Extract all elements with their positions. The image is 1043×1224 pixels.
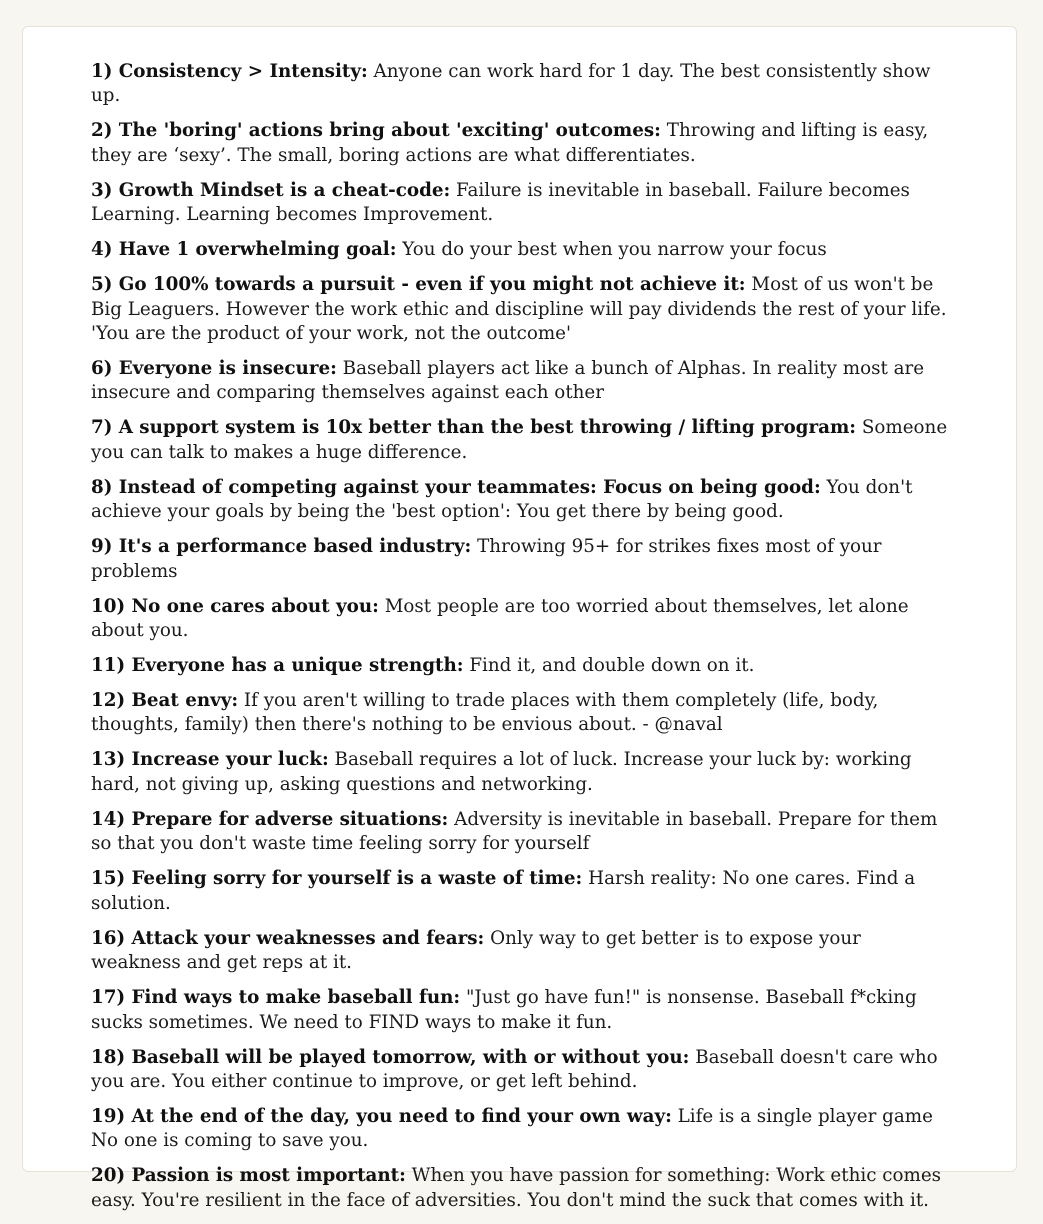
lesson-body: Baseball requires a lot of luck. Increase your luck by: working hard, not giving up, asking questions and networking. — [91, 749, 912, 795]
lesson-title: 7) A support system is 10x better than the best throwing / lifting program: — [91, 417, 857, 439]
lesson-item — [91, 1164, 956, 1213]
lesson-item — [91, 535, 956, 584]
lesson-item — [91, 748, 956, 797]
lesson-body: You don't achieve your goals by being the 'best option': You get there by being good. — [91, 476, 913, 523]
lesson-title: 11) Everyone has a unique strength: — [91, 655, 464, 677]
lesson-body: You do your best when you narrow your focus — [396, 239, 827, 261]
lesson-title: 15) Feeling sorry for yourself is a waste of time: — [91, 868, 583, 890]
lesson-title: 4) Have 1 overwhelming goal: — [91, 239, 397, 261]
lesson-title: 5) Go 100% towards a pursuit - even if you might not achieve it: — [91, 274, 746, 296]
lesson-item — [91, 416, 956, 465]
lesson-body: Baseball doesn't care who you are. You either continue to improve, or get left behind. — [91, 1046, 938, 1092]
lesson-item — [91, 867, 956, 916]
lesson-title: 8) Instead of competing against your teammates: Focus on being good: — [91, 476, 821, 498]
lesson-item — [91, 808, 956, 857]
lesson-body: If you aren't willing to trade places with them completely (life, body, thoughts, family) then there's nothing to be envious about. - @naval — [91, 690, 879, 736]
lesson-body: Adversity is inevitable in baseball. Prepare for them so that you don't waste time feeling sorry for yourself — [91, 808, 938, 855]
lesson-title: 14) Prepare for adverse situations: — [91, 808, 449, 830]
lesson-body: Failure is inevitable in baseball. Failure becomes Learning. Learning becomes Improvement. — [91, 179, 910, 226]
lesson-title: 19) At the end of the day, you need to find your own way: — [91, 1105, 672, 1127]
lesson-title: 18) Baseball will be played tomorrow, with or without you: — [91, 1046, 690, 1068]
lesson-item — [91, 689, 956, 738]
lesson-body: "Just go have fun!" is nonsense. Baseball f*cking sucks sometimes. We need to FIND ways to make it fun. — [91, 987, 917, 1033]
lessons-list — [91, 60, 956, 1224]
lesson-body: Only way to get better is to expose your weakness and get reps at it. — [91, 927, 861, 974]
lesson-item — [91, 986, 956, 1035]
lesson-item — [91, 654, 956, 678]
lesson-item — [91, 60, 956, 109]
lesson-title: 1) Consistency > Intensity: — [91, 61, 368, 82]
lesson-body: When you have passion for something: Work ethic comes easy. You're resilient in the face of adversities. You don't mind the suck that comes with it. — [91, 1165, 942, 1211]
lesson-item — [91, 595, 956, 644]
lesson-item — [91, 1046, 956, 1095]
lesson-body: Most people are too worried about themselves, let alone about you. — [91, 595, 909, 642]
lesson-item — [91, 179, 956, 228]
lesson-title: 17) Find ways to make baseball fun: — [91, 987, 461, 1009]
lesson-title: 2) The 'boring' actions bring about 'exciting' outcomes: — [91, 120, 661, 142]
lesson-body: Someone you can talk to makes a huge difference. — [91, 417, 948, 463]
lesson-body: Most of us won't be Big Leaguers. However the work ethic and discipline will pay dividends the rest of your life. 'You are the product of your work, not the outcome' — [91, 274, 947, 345]
lesson-body: Find it, and double down on it. — [463, 655, 755, 677]
lesson-body: Throwing and lifting is easy, they are ‘sexy’. The small, boring actions are what differentiates. — [91, 120, 929, 166]
lesson-item — [91, 357, 956, 406]
lesson-body: Throwing 95+ for strikes fixes most of your problems — [91, 536, 882, 582]
lesson-item — [91, 119, 956, 168]
lesson-title: 6) Everyone is insecure: — [91, 358, 337, 380]
lesson-item — [91, 476, 956, 525]
lesson-title: 13) Increase your luck: — [91, 749, 329, 771]
lesson-item — [91, 1105, 956, 1154]
lesson-item — [91, 238, 956, 262]
lesson-body: Baseball players act like a bunch of Alphas. In reality most are insecure and comparing themselves against each other — [91, 358, 925, 404]
lesson-item — [91, 273, 956, 346]
lesson-title: 3) Growth Mindset is a cheat-code: — [91, 179, 451, 201]
lesson-title: 20) Passion is most important: — [91, 1165, 406, 1187]
lesson-title: 10) No one cares about you: — [91, 595, 379, 617]
lesson-title: 9) It's a performance based industry: — [91, 536, 472, 558]
lesson-title: 12) Beat envy: — [91, 690, 239, 712]
lesson-body: Harsh reality: No one cares. Find a solution. — [91, 868, 916, 914]
lesson-body: Life is a single player game No one is coming to save you. — [91, 1105, 933, 1152]
lesson-title: 16) Attack your weaknesses and fears: — [91, 927, 485, 949]
lesson-item — [91, 927, 956, 976]
lesson-body: Anyone can work hard for 1 day. The best consistently show up. — [91, 61, 931, 107]
